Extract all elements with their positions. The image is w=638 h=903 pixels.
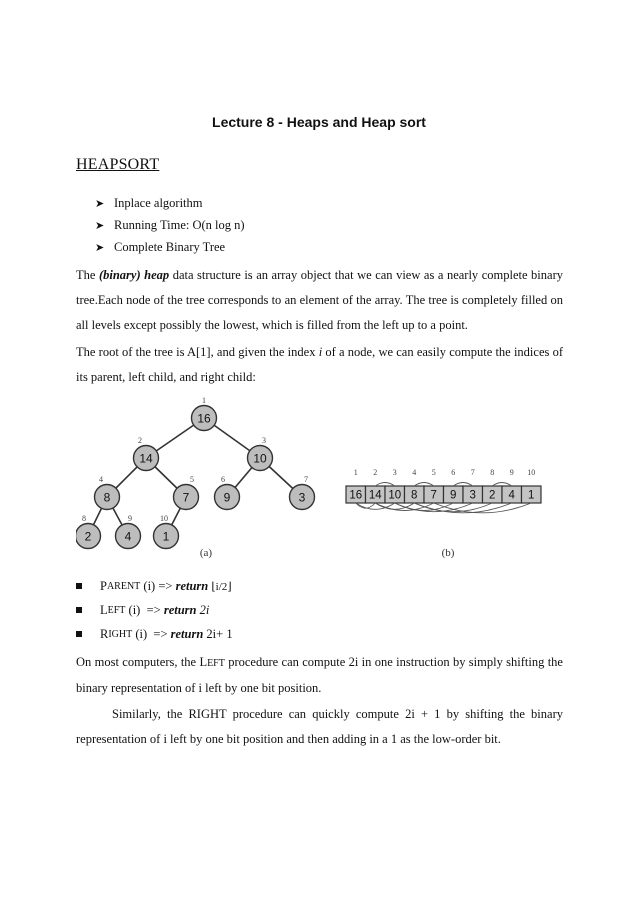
def-return: return — [170, 626, 204, 641]
def-name-smallcaps: EFT — [107, 604, 126, 616]
tree-node-index: 2 — [138, 436, 142, 445]
bullet-item — [95, 192, 245, 214]
tree-node-index: 3 — [262, 436, 266, 445]
array-cell-value: 16 — [349, 489, 363, 502]
tree-node-value: 14 — [139, 451, 153, 466]
arrow-bullet-icon: ➤ — [95, 219, 105, 232]
emphasis-binary-heap: (binary) heap — [98, 268, 170, 282]
tree-node-index: 5 — [190, 475, 194, 484]
array-cell-value: 7 — [430, 489, 437, 502]
tree-node-value: 7 — [182, 490, 190, 505]
tree-node-index: 6 — [221, 475, 225, 484]
para-line: binary representation of i left by one bit position. — [76, 681, 322, 695]
array-cell-index: 3 — [392, 468, 397, 477]
array-cell-index: 4 — [412, 468, 417, 477]
def-return: return — [163, 602, 197, 617]
tree-node-index: 4 — [99, 475, 103, 484]
tree-node-value: 8 — [103, 490, 111, 505]
bullet-list — [95, 192, 245, 258]
tree-node — [290, 475, 315, 510]
tree-node — [192, 396, 217, 431]
tree-node — [174, 475, 199, 510]
array-cell-value: 9 — [450, 489, 457, 502]
def-expr: ⌊i/2⌋ — [211, 580, 232, 593]
para-text: data structure is an array object that we can view as a nearly complete binary — [169, 268, 563, 282]
tree-node — [215, 475, 240, 510]
def-expr: 2i+ 1 — [203, 626, 233, 641]
array-cell-value: 10 — [388, 489, 402, 502]
def-arg: (i) => — [125, 602, 164, 617]
bullet-text: Running Time: O(n log n) — [114, 217, 245, 232]
tree-node-index: 7 — [304, 475, 308, 484]
def-name-smallcaps: IGHT — [108, 628, 133, 640]
array-cell-value: 14 — [368, 489, 382, 502]
tree-node-index: 1 — [202, 396, 206, 405]
arrow-bullet-icon: ➤ — [95, 241, 105, 254]
def-arg: (i) => — [140, 578, 176, 593]
tree-node-index: 10 — [160, 514, 168, 523]
array-caption: (b) — [441, 547, 455, 559]
para-italic: i — [318, 345, 323, 359]
bullet-item — [95, 236, 245, 258]
para-line: tree.Each node of the tree corresponds to an element of the array. The tree is completely filled on — [76, 293, 563, 307]
array-cell-index: 2 — [373, 468, 378, 477]
paragraph-heap-definition — [76, 263, 563, 338]
tree-node-value: 10 — [253, 451, 267, 466]
para-text: of a node, we can easily compute the indices of — [322, 345, 563, 359]
def-name-cap: P — [100, 578, 107, 593]
para-line: representation of i left by one bit position and then adding in a 1 as the low-order bit. — [76, 732, 501, 746]
array-cell-index: 6 — [451, 468, 456, 477]
array-cell-value: 2 — [489, 489, 496, 502]
def-name-cap: L — [100, 602, 108, 617]
array-cell-index: 7 — [470, 468, 475, 477]
para-line: its parent, left child, and right child: — [76, 370, 256, 384]
para-text: The — [76, 268, 99, 282]
array-cell-index: 10 — [527, 468, 536, 477]
definition-left — [76, 598, 233, 622]
tree-node-value: 2 — [84, 529, 92, 544]
paragraph-right-procedure — [76, 702, 563, 752]
def-name-cap: R — [100, 626, 109, 641]
para-text: On most computers, the — [76, 655, 200, 669]
para-line: Similarly, the RIGHT procedure can quickly compute 2i + 1 by shifting the binary — [112, 707, 563, 721]
tree-node-index: 9 — [128, 514, 132, 523]
tree-node-index: 8 — [82, 514, 86, 523]
tree-node-value: 1 — [162, 529, 170, 544]
arrow-bullet-icon: ➤ — [95, 197, 105, 210]
square-bullet-icon — [76, 583, 82, 589]
def-expr: 2i — [196, 602, 210, 617]
definition-right — [76, 622, 233, 646]
array-cell-index: 5 — [431, 468, 436, 477]
bullet-text: Inplace algorithm — [114, 195, 203, 210]
bullet-item — [95, 214, 245, 236]
tree-node-value: 4 — [124, 529, 132, 544]
array-cell-value: 1 — [528, 489, 535, 502]
para-smallcaps: EFT — [207, 658, 225, 669]
para-text: procedure can compute 2i in one instruction by simply shifting the — [224, 655, 563, 669]
para-line: all levels except possibly the lowest, which is filled from the left up to a point. — [76, 318, 468, 332]
tree-node — [95, 475, 120, 510]
array-cell-value: 3 — [469, 489, 476, 502]
tree-node-value: 3 — [298, 490, 306, 505]
bullet-text: Complete Binary Tree — [114, 239, 226, 254]
def-name-smallcaps: ARENT — [106, 580, 141, 592]
para-text: The root of the tree is A[1], and given the index — [76, 345, 319, 359]
tree-node-value: 16 — [197, 411, 211, 426]
array-cell-value: 8 — [411, 489, 418, 502]
array-cell-index: 9 — [509, 468, 514, 477]
square-bullet-icon — [76, 631, 82, 637]
heap-figure — [76, 392, 563, 562]
tree-caption: (a) — [199, 547, 213, 559]
tree-node — [248, 436, 273, 471]
section-heading: HEAPSORT — [76, 156, 160, 173]
definition-parent — [76, 574, 233, 598]
page-title: Lecture 8 - Heaps and Heap sort — [212, 114, 426, 130]
paragraph-left-procedure — [76, 650, 563, 701]
tree-node — [134, 436, 159, 471]
para-cap: L — [199, 655, 208, 669]
square-bullet-icon — [76, 607, 82, 613]
def-return: return — [175, 578, 209, 593]
paragraph-root-index — [76, 340, 563, 390]
array-cell-value: 4 — [508, 489, 515, 502]
definition-list — [76, 574, 233, 646]
array-cell-index: 1 — [353, 468, 358, 477]
def-arg: (i) => — [132, 626, 171, 641]
tree-node-value: 9 — [223, 490, 231, 505]
array-cell-index: 8 — [490, 468, 495, 477]
